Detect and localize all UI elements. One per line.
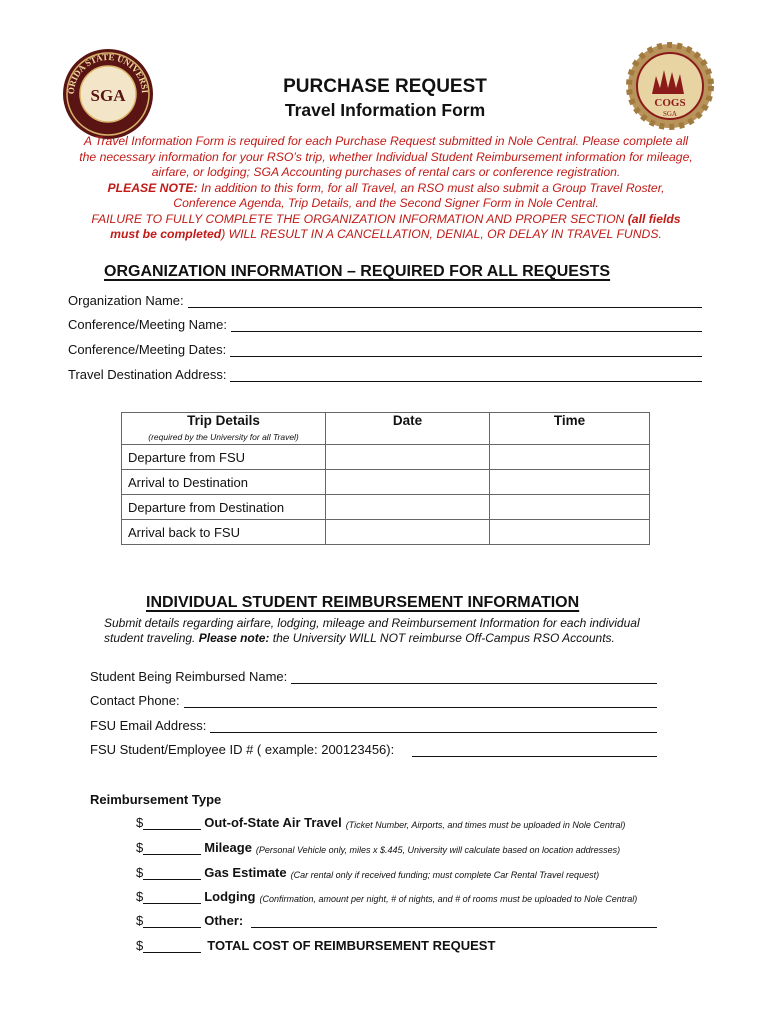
field-label: FSU Student/Employee ID # ( example: 200123456): [90, 742, 395, 757]
failure-warning [60, 212, 712, 228]
contact-phone-field[interactable] [90, 693, 657, 708]
field-label: Contact Phone: [90, 693, 180, 708]
note-bold: Please note: [198, 631, 270, 645]
cogs-sga-logo [626, 42, 714, 130]
conference-name-line[interactable] [231, 319, 702, 332]
student-id-line[interactable] [412, 744, 657, 757]
trip-row-label: Arrival back to FSU [122, 520, 326, 545]
student-name-line[interactable] [291, 671, 657, 684]
trip-row-label: Arrival to Destination [122, 470, 326, 495]
field-label: Travel Destination Address: [68, 367, 227, 382]
failure-bold: (all fields [627, 211, 681, 226]
please-note-line [60, 181, 712, 197]
cogs-logo-text: COGS [654, 97, 686, 109]
time-cell[interactable] [490, 495, 650, 520]
table-row [122, 520, 650, 545]
fsu-email-line[interactable] [210, 720, 657, 733]
date-cell[interactable] [326, 470, 490, 495]
amount-blank[interactable] [143, 842, 201, 855]
reimbursement-item[interactable] [136, 840, 620, 855]
reimbursement-item[interactable] [136, 889, 637, 904]
time-header: Time [490, 413, 650, 445]
note-text-2: the University WILL NOT reimburse Off-Campus RSO Accounts. [269, 631, 615, 645]
trip-details-label: Trip Details [187, 413, 260, 428]
dollar-sign: $ [136, 840, 144, 855]
note-text: student traveling. [104, 631, 199, 645]
field-label: Conference/Meeting Name: [68, 317, 227, 332]
form-subtitle: Travel Information Form [284, 100, 486, 120]
table-row [122, 470, 650, 495]
dollar-sign: $ [136, 815, 144, 830]
trip-row-label: Departure from FSU [122, 445, 326, 470]
please-note-label: PLEASE NOTE: [107, 180, 198, 195]
intro-line: A Travel Information Form is required for each Purchase Request submitted in Nole Central. Please complete all [83, 134, 689, 148]
dollar-sign: $ [136, 889, 144, 904]
field-label: FSU Email Address: [90, 718, 207, 733]
other-description-line[interactable] [251, 915, 657, 928]
failure-text-2: ) WILL RESULT IN A CANCELLATION, DENIAL, OR DELAY IN TRAVEL FUNDS. [221, 227, 662, 241]
org-section-heading: ORGANIZATION INFORMATION – REQUIRED FOR ALL REQUESTS [104, 263, 611, 280]
amount-blank[interactable] [143, 867, 201, 880]
student-id-field[interactable] [90, 742, 657, 757]
please-note-text: In addition to this form, for all Travel, an RSO must also submit a Group Travel Roster, [197, 180, 665, 195]
reimbursement-type-title: Reimbursement Type [90, 792, 222, 807]
intro-line: Conference Agenda, Trip Details, and the Second Signer Form in Nole Central. [173, 196, 599, 210]
organization-name-line[interactable] [188, 295, 702, 308]
item-label: Out-of-State Air Travel [204, 815, 342, 830]
amount-blank[interactable] [143, 915, 201, 928]
student-section-heading: INDIVIDUAL STUDENT REIMBURSEMENT INFORMATION [146, 594, 580, 611]
trip-details-table [121, 412, 650, 545]
reimbursement-item[interactable] [136, 815, 625, 830]
note-line: Submit details regarding airfare, lodging, mileage and Reimbursement Information for each individual [104, 616, 640, 630]
date-header: Date [326, 413, 490, 445]
table-header-row [122, 413, 650, 445]
fsu-sga-logo [62, 48, 154, 140]
field-label: Conference/Meeting Dates: [68, 342, 227, 357]
failure-warning-2 [60, 227, 712, 243]
intro-line: the necessary information for your RSO’s trip, whether Individual Student Reimbursement information for mileage, [79, 149, 693, 164]
conference-name-field[interactable] [68, 317, 702, 332]
organization-name-field[interactable] [68, 293, 702, 308]
time-cell[interactable] [490, 445, 650, 470]
conference-dates-field[interactable] [68, 342, 702, 357]
item-label: Gas Estimate [204, 865, 287, 880]
reimbursement-total[interactable] [136, 938, 495, 953]
conference-dates-line[interactable] [230, 344, 702, 357]
fsu-email-field[interactable] [90, 718, 657, 733]
form-title: PURCHASE REQUEST [283, 76, 487, 97]
dollar-sign: $ [136, 865, 144, 880]
amount-blank[interactable] [143, 891, 201, 904]
field-label: Organization Name: [68, 293, 184, 308]
table-row [122, 495, 650, 520]
amount-blank[interactable] [143, 940, 201, 953]
time-cell[interactable] [490, 520, 650, 545]
trip-details-note: (required by the University for all Travel) [148, 432, 299, 442]
date-cell[interactable] [326, 520, 490, 545]
item-desc: (Ticket Number, Airports, and times must be uploaded in Nole Central) [345, 820, 626, 830]
intro-notice [60, 134, 712, 243]
student-section-note [104, 616, 684, 646]
item-desc: (Car rental only if received funding; must complete Car Rental Travel request) [290, 870, 600, 880]
dollar-sign: $ [136, 938, 144, 953]
item-label: Lodging [204, 889, 256, 904]
reimbursement-item[interactable] [136, 865, 599, 880]
total-label: TOTAL COST OF REIMBURSEMENT REQUEST [207, 938, 496, 953]
time-cell[interactable] [490, 470, 650, 495]
reimbursement-item-other[interactable] [136, 913, 657, 928]
amount-blank[interactable] [143, 817, 201, 830]
failure-bold-2: must be completed [110, 227, 222, 241]
contact-phone-line[interactable] [184, 695, 657, 708]
trip-details-header [122, 413, 326, 445]
fsu-ring-text: ORIDA STATE UNIVERSI [65, 51, 151, 95]
item-desc: (Personal Vehicle only, miles x $.445, University will calculate based on location addresses) [255, 845, 621, 855]
student-name-field[interactable] [90, 669, 657, 684]
item-desc: (Confirmation, amount per night, # of nights, and # of rooms must be uploaded to Nole Central) [259, 894, 638, 904]
destination-address-line[interactable] [230, 369, 702, 382]
table-row [122, 445, 650, 470]
failure-text: FAILURE TO FULLY COMPLETE THE ORGANIZATION INFORMATION AND PROPER SECTION [91, 211, 628, 226]
item-label: Other: [204, 913, 244, 928]
intro-line: airfare, or lodging; SGA Accounting purchases of rental cars or conference registration. [151, 165, 621, 179]
trip-row-label: Departure from Destination [122, 495, 326, 520]
destination-address-field[interactable] [68, 367, 702, 382]
field-label: Student Being Reimbursed Name: [90, 669, 288, 684]
item-label: Mileage [204, 840, 252, 855]
date-cell[interactable] [326, 495, 490, 520]
cogs-logo-subtext: SGA [662, 110, 678, 118]
dollar-sign: $ [136, 913, 144, 928]
note-line-2 [104, 631, 684, 646]
date-cell[interactable] [326, 445, 490, 470]
sga-logo-text: SGA [90, 86, 126, 105]
